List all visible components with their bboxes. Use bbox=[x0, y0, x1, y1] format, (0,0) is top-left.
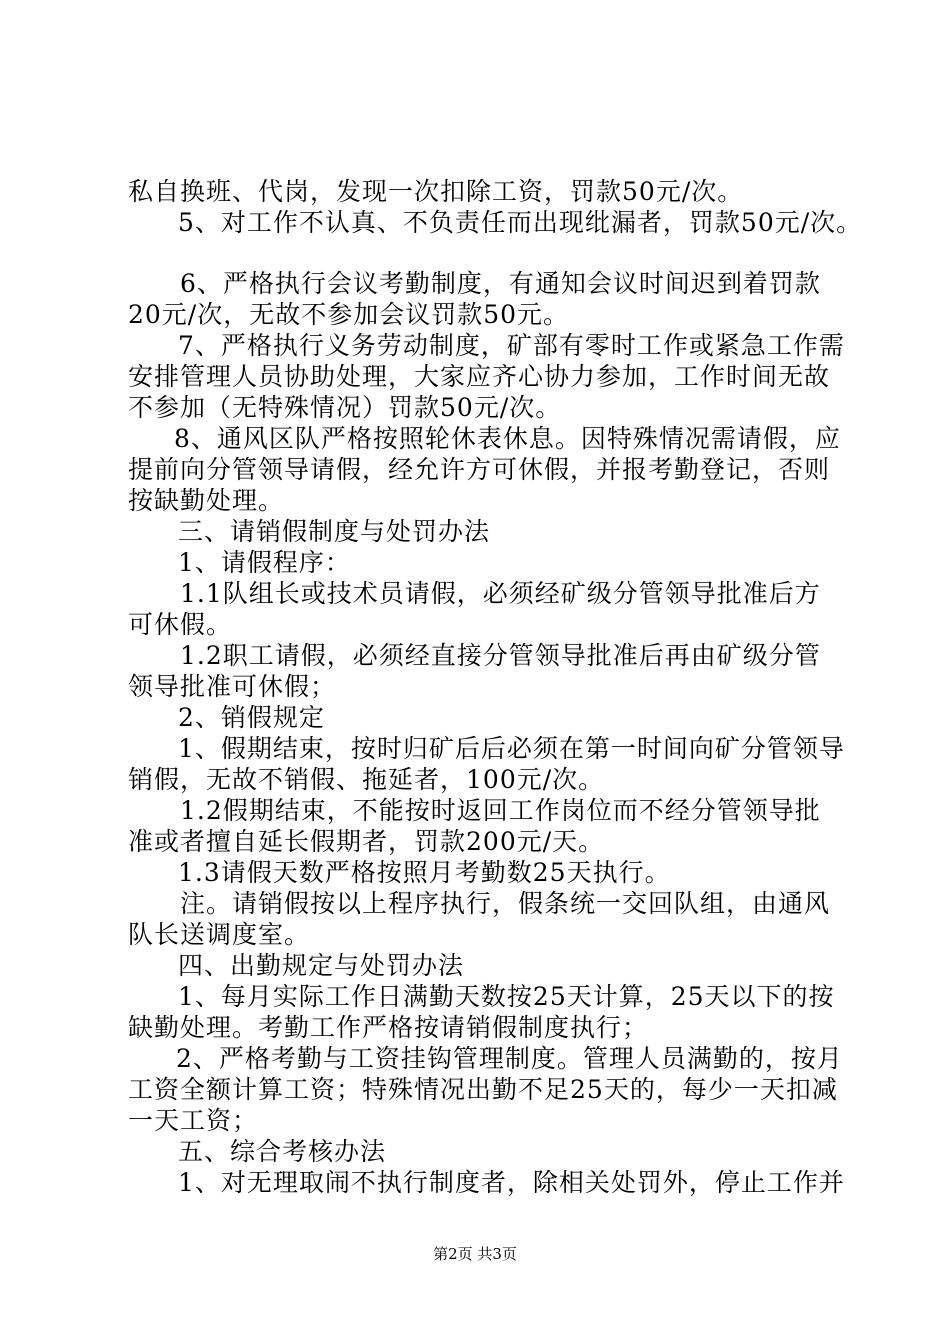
text-line: 安排管理人员协助处理，大家应齐心协力参加，工作时间无故 bbox=[128, 362, 831, 391]
section-heading: 五、综合考核办法 bbox=[178, 1137, 387, 1166]
text-line: 8、通风区队严格按照轮休表休息。因特殊情况需请假，应 bbox=[174, 424, 841, 453]
text-line: 准或者擅自延长假期者，罚款200元/天。 bbox=[128, 827, 605, 856]
section-heading: 三、请销假制度与处罚办法 bbox=[178, 517, 491, 546]
text-line: 1、请假程序： bbox=[178, 548, 351, 577]
text-line: 工资全额计算工资；特殊情况出勤不足25天的，每少一天扣减 bbox=[128, 1075, 838, 1104]
text-line: 1.2假期结束，不能按时返回工作岗位而不经分管领导批 bbox=[180, 796, 821, 825]
text-line: 6、严格执行会议考勤制度，有通知会议时间迟到着罚款 bbox=[180, 269, 821, 298]
text-line: 2、严格考勤与工资挂钩管理制度。管理人员满勤的，按月 bbox=[176, 1044, 843, 1073]
text-line: 1、对无理取闹不执行制度者，除相关处罚外，停止工作并 bbox=[178, 1168, 845, 1197]
text-line: 私自换班、代岗，发现一次扣除工资，罚款50元/次。 bbox=[128, 177, 744, 206]
section-heading: 四、出勤规定与处罚办法 bbox=[178, 951, 465, 980]
text-line: 1.2职工请假，必须经直接分管领导批准后再由矿级分管 bbox=[180, 641, 821, 670]
text-line: 7、严格执行义务劳动制度，矿部有零时工作或紧急工作需 bbox=[178, 331, 845, 360]
text-line: 可休假。 bbox=[128, 610, 233, 639]
text-line: 缺勤处理。考勤工作严格按请销假制度执行； bbox=[128, 1013, 649, 1042]
text-line: 注。请销假按以上程序执行，假条统一交回队组，由通风 bbox=[180, 889, 831, 918]
text-line: 1、每月实际工作日满勤天数按25天计算，25天以下的按 bbox=[178, 982, 835, 1011]
text-line: 销假，无故不销假、拖延者，100元/次。 bbox=[128, 765, 605, 794]
page-number: 第2页 共3页 bbox=[433, 1245, 517, 1263]
text-line: 1、假期结束，按时归矿后后必须在第一时间向矿分管领导 bbox=[178, 734, 845, 763]
text-line: 不参加（无特殊情况）罚款50元/次。 bbox=[128, 393, 562, 422]
text-line: 领导批准可休假； bbox=[128, 672, 337, 701]
text-line: 5、对工作不认真、不负责任而出现纰漏者，罚款50元/次。 bbox=[178, 208, 863, 237]
text-line: 提前向分管领导请假，经允许方可休假，并报考勤登记，否则 bbox=[128, 455, 831, 484]
text-line: 队长送调度室。 bbox=[128, 920, 311, 949]
text-line: 2、销假规定 bbox=[178, 703, 325, 732]
text-line: 1.1队组长或技术员请假，必须经矿级分管领导批准后方 bbox=[180, 579, 821, 608]
text-line: 一天工资； bbox=[128, 1106, 259, 1135]
text-line: 1.3请假天数严格按照月考勤数25天执行。 bbox=[178, 858, 671, 887]
text-line: 按缺勤处理。 bbox=[128, 486, 285, 515]
text-line: 20元/次，无故不参加会议罚款50元。 bbox=[128, 300, 570, 329]
